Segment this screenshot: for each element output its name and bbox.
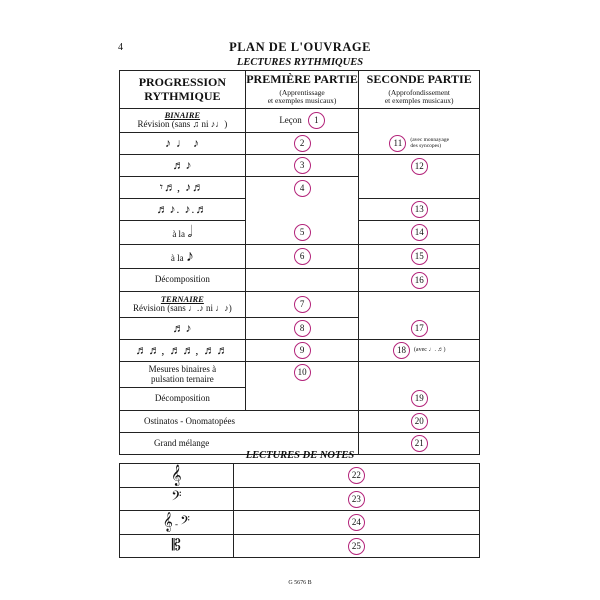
lesson-number: 25 (348, 538, 365, 555)
cell-lesson-2 (245, 133, 359, 155)
row-a-la-eighth: à la ♪ (120, 245, 246, 269)
lesson-number: 11 (389, 135, 406, 152)
cell-lesson-9 (245, 340, 359, 362)
notes-table (119, 463, 480, 558)
sixteenth-pattern-icon: ♬♪ (172, 157, 193, 172)
bass-clef-icon: 𝄢 (180, 515, 190, 532)
sixteenth-group-icon: ♫ (192, 119, 200, 130)
dotted-quarter-icon: ♩.♪ (187, 303, 204, 314)
lesson-number: 1 (308, 112, 325, 129)
alto-clef-icon: 𝄡 (171, 537, 181, 555)
eighth-rest-pattern-icon: ♪ ♩ ♪ (164, 135, 200, 150)
row-rhythm-rest-sixteenths (120, 177, 246, 199)
ternary-group-pattern-icon: ♬♬, ♬♬, ♬♬ (135, 342, 230, 357)
cell-empty (245, 388, 359, 411)
cell-lesson-13 (359, 199, 480, 221)
section-title-notes: LECTURES DE NOTES (245, 450, 355, 461)
section-title-rhythm: LECTURES RYTHMIQUES (236, 57, 364, 68)
row-treble-bass-clef: 𝄞 - 𝄢 (120, 511, 234, 535)
note-11: (avec monnayage des syncopes) (410, 137, 450, 150)
lesson-number: 7 (294, 296, 311, 313)
row-decomposition-binaire: Décomposition (120, 269, 246, 292)
cell-lesson-17 (359, 318, 480, 340)
page-number: 4 (118, 42, 123, 53)
cell-lesson-5 (245, 221, 359, 245)
cell-lesson-7 (245, 292, 359, 318)
row-grand-melange: Grand mélange (120, 433, 359, 455)
cell-lesson-16 (359, 269, 480, 292)
cell-lesson-23 (233, 488, 479, 511)
rhythm-table (119, 70, 480, 455)
lesson-number: 22 (348, 467, 365, 484)
cell-lesson-18 (359, 340, 480, 362)
cell-lesson-22 (233, 464, 479, 488)
cell-lesson-15 (359, 245, 480, 269)
ternary-sixteenth-pattern-icon: ♬♪ (172, 320, 193, 335)
treble-clef-icon: 𝄞 (171, 464, 182, 485)
eighth-note-icon: ♪ (210, 119, 216, 130)
lesson-number: 3 (294, 157, 311, 174)
cell-lesson-14 (359, 221, 480, 245)
lesson-number: 13 (411, 201, 428, 218)
footer-code: G 5676 B (288, 580, 312, 586)
note-18: (avec ♩. ♬) (413, 347, 446, 354)
eighth-note-icon: ♪ (185, 247, 194, 265)
row-rhythm-dotted (120, 199, 246, 221)
lesson-number: 10 (294, 364, 311, 381)
row-rhythm-ternaire-groups (120, 340, 246, 362)
page-title: PLAN DE L'OUVRAGE (229, 40, 371, 54)
row-mesures-binaires: Mesures binaires à pulsation ternaire (120, 362, 246, 388)
ternaire-label: TERNAIRE (160, 293, 204, 304)
lesson-number: 5 (294, 224, 311, 241)
cell-lesson-6 (245, 245, 359, 269)
header-premiere-partie: PREMIÈRE PARTIE (Apprentissage et exemples musicaux) (245, 71, 359, 109)
dotted-sixteenth-pattern-icon: ♬♪. ♪.♬ (156, 201, 209, 216)
binaire-label: BINAIRE (164, 109, 201, 120)
row-a-la-half: à la 𝅗𝅥 (120, 221, 246, 245)
row-ternaire-revision: TERNAIRE Révision (sans ♩.♪ ni ♩♪) (120, 292, 246, 318)
cell-lesson-24 (233, 511, 479, 535)
cell-lesson-11 (359, 133, 480, 155)
lesson-number: 15 (411, 248, 428, 265)
header-seconde-partie: SECONDE PARTIE (Approfondissement et exemples musicaux) (359, 71, 480, 109)
lesson-number: 23 (348, 491, 365, 508)
cell-lesson-3 (245, 155, 359, 177)
row-binaire-revision: BINAIRE Révision (sans ♫ ni ♪♩) (120, 109, 246, 133)
rest-sixteenth-pattern-icon: 𝄾♬, ♪♬ (159, 179, 205, 194)
lesson-number: 24 (348, 514, 365, 531)
treble-clef-icon: 𝄞 (162, 512, 173, 532)
lesson-number: 21 (411, 435, 428, 452)
lesson-number: 6 (294, 248, 311, 265)
lesson-number: 18 (393, 342, 410, 359)
cell-empty (245, 199, 359, 221)
cell-empty (359, 292, 480, 318)
lesson-number: 2 (294, 135, 311, 152)
lesson-number: 14 (411, 224, 428, 241)
lesson-number: 12 (411, 158, 428, 175)
row-rhythm-eighths (120, 133, 246, 155)
quarter-note-icon: ♩ (215, 119, 225, 130)
row-rhythm-ternaire-sixteenths (120, 318, 246, 340)
cell-lesson-25 (233, 535, 479, 558)
cell-empty (359, 177, 480, 199)
bass-clef-icon: 𝄢 (171, 490, 182, 508)
header-progression: PROGRESSION RYTHMIQUE (120, 71, 246, 109)
cell-lesson-12 (359, 155, 480, 177)
lesson-number: 16 (411, 272, 428, 289)
cell-lesson-1: Leçon 1 (245, 109, 359, 133)
row-rhythm-sixteenths (120, 155, 246, 177)
cell-empty (359, 109, 480, 133)
row-decomposition-ternaire: Décomposition (120, 388, 246, 411)
lesson-number: 19 (411, 390, 428, 407)
cell-empty (359, 362, 480, 388)
cell-empty (245, 269, 359, 292)
lesson-number: 8 (294, 320, 311, 337)
row-alto-clef (120, 535, 234, 558)
row-ostinatos: Ostinatos - Onomatopées (120, 411, 359, 433)
quarter-eighth-icon: ♩♪ (215, 303, 229, 314)
half-note-icon: 𝅗𝅥 (187, 223, 193, 241)
row-bass-clef (120, 488, 234, 511)
lesson-number: 4 (294, 180, 311, 197)
cell-lesson-8 (245, 318, 359, 340)
lesson-number: 9 (294, 342, 311, 359)
lesson-number: 20 (411, 413, 428, 430)
cell-lesson-10 (245, 362, 359, 388)
cell-lesson-19 (359, 388, 480, 411)
cell-lesson-20 (359, 411, 480, 433)
row-treble-clef (120, 464, 234, 488)
lesson-number: 17 (411, 320, 428, 337)
cell-lesson-4 (245, 177, 359, 199)
